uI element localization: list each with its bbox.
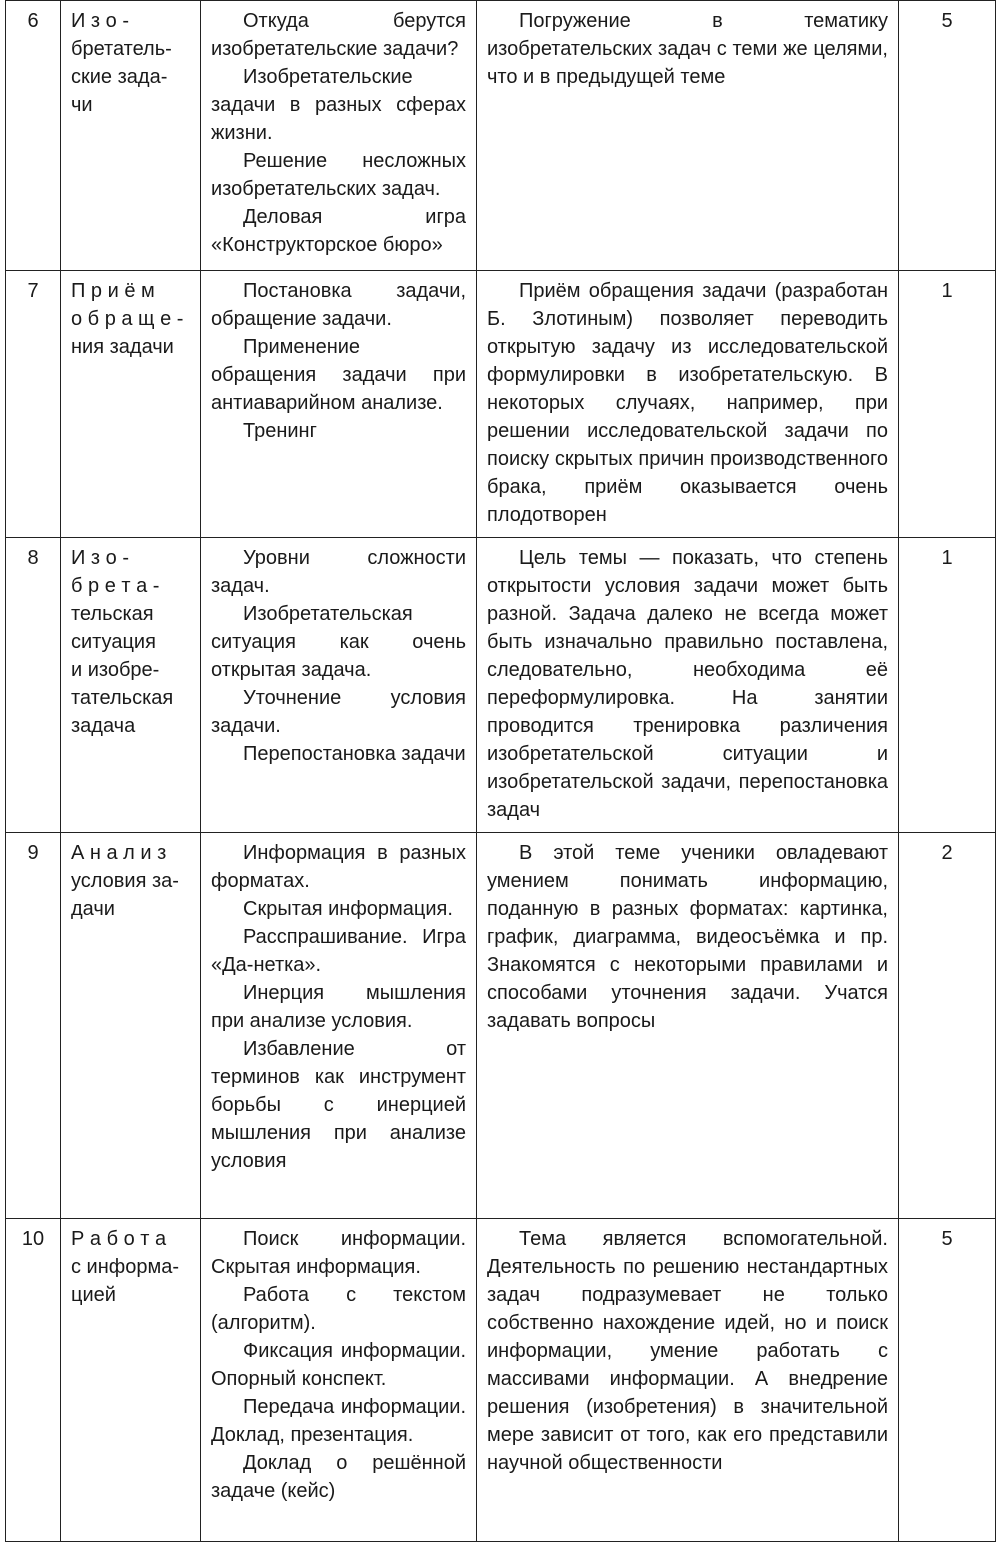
content-item: Скрытая информация. bbox=[243, 898, 453, 920]
table-row bbox=[6, 538, 996, 833]
content-item: Изобретательская ситуация как очень открытая задача. bbox=[211, 603, 466, 681]
topic-cell bbox=[61, 833, 201, 1219]
topic-line: Р а б о т а bbox=[71, 1228, 167, 1250]
content-item: Работа с текстом (алгоритм). bbox=[211, 1284, 466, 1334]
goal-text: Цель темы — показать, что степень открытости условия задачи может быть разной. Задача далеко не всегда может быть изначально правильно поставлена, следовательно, необходима её переформулировка. На занятии проводится тренировка различения изобретательской ситуации и изобретательской задачи, перепостановка задач bbox=[487, 547, 888, 821]
content-item: Доклад о решённой задаче (кейс) bbox=[211, 1452, 466, 1502]
topic-cell bbox=[61, 1, 201, 271]
goal-cell bbox=[477, 1219, 899, 1542]
goal-cell bbox=[477, 538, 899, 833]
lesson-number: 7 bbox=[6, 271, 61, 538]
goal-text: Приём обращения задачи (разработан Б. Злотиным) позволяет переводить открытую задачу из исследовательской формулировки в изобретательскую. В некоторых случаях, например, при решении исследовательской задачи по поиску скрытых причин производственного брака, приём оказывается очень плодотворен bbox=[487, 280, 888, 526]
topic-line: тельская bbox=[71, 603, 154, 625]
topic-line: П р и ё м bbox=[71, 280, 155, 302]
topic-line: о б р а щ е - bbox=[71, 308, 184, 330]
content-item: Изобретательские задачи в разных сферах жизни. bbox=[211, 66, 466, 144]
content-item: Применение обращения задачи при антиаварийном анализе. bbox=[211, 336, 466, 414]
goal-text: Тема является вспомогательной. Деятельность по решению нестандартных задач подразумевает не только собственно нахождение идей, но и поиск информации, умение работать с массивами информации. А внедрение решения (изобретения) в значительной мере зависит от того, как его представили научной общественности bbox=[487, 1228, 888, 1474]
goal-cell bbox=[477, 1, 899, 271]
content-item: Тренинг bbox=[243, 420, 317, 442]
table-body bbox=[6, 1, 996, 1542]
topic-line: чи bbox=[71, 94, 93, 116]
content-item: Передача информации. Доклад, презентация. bbox=[211, 1396, 466, 1446]
lesson-number: 9 bbox=[6, 833, 61, 1219]
content-cell bbox=[201, 1219, 477, 1542]
topic-cell bbox=[61, 271, 201, 538]
lesson-number: 6 bbox=[6, 1, 61, 271]
content-item: Уточнение условия задачи. bbox=[211, 687, 466, 737]
lesson-number: 10 bbox=[6, 1219, 61, 1542]
hours-cell: 5 bbox=[899, 1219, 996, 1542]
table-row bbox=[6, 833, 996, 1219]
topic-line: И з о - bbox=[71, 547, 129, 569]
topic-line: с информа- bbox=[71, 1256, 180, 1278]
content-cell bbox=[201, 271, 477, 538]
topic-line: и изобре- bbox=[71, 659, 160, 681]
table-row bbox=[6, 1219, 996, 1542]
topic-line: цией bbox=[71, 1284, 116, 1306]
content-item: Фиксация информации. Опорный конспект. bbox=[211, 1340, 466, 1390]
content-item: Решение несложных изобретательских задач. bbox=[211, 150, 466, 200]
content-item: Поиск информации. Скрытая информация. bbox=[211, 1228, 466, 1278]
content-item: Расспрашивание. Игра «Да-нетка». bbox=[211, 926, 466, 976]
topic-line: ские зада- bbox=[71, 66, 168, 88]
topic-line: тательская bbox=[71, 687, 174, 709]
topic-line: А н а л и з bbox=[71, 842, 167, 864]
topic-cell bbox=[61, 538, 201, 833]
content-cell bbox=[201, 833, 477, 1219]
content-item: Постановка задачи, обращение задачи. bbox=[211, 280, 466, 330]
content-item: Информация в разных форматах. bbox=[211, 842, 466, 892]
content-item: Откуда берутся изобретательские задачи? bbox=[211, 10, 466, 60]
hours-cell: 5 bbox=[899, 1, 996, 271]
topic-cell bbox=[61, 1219, 201, 1542]
goal-cell bbox=[477, 833, 899, 1219]
goal-text: В этой теме ученики овладевают умением понимать информацию, поданную в разных форматах: картинка, график, диаграмма, видеосъёмка и пр. Знакомятся с некоторыми правилами и способами уточнения задачи. Учатся задавать вопросы bbox=[487, 842, 888, 1032]
goal-text: Погружение в тематику изобретательских задач с теми же целями, что и в предыдущей теме bbox=[487, 10, 888, 88]
content-cell bbox=[201, 1, 477, 271]
hours-cell: 1 bbox=[899, 538, 996, 833]
topic-line: ния задачи bbox=[71, 336, 174, 358]
table-row bbox=[6, 271, 996, 538]
hours-cell: 2 bbox=[899, 833, 996, 1219]
content-item: Перепостановка задачи bbox=[243, 743, 466, 765]
topic-line: ситуация bbox=[71, 631, 156, 653]
content-item: Уровни сложности задач. bbox=[211, 547, 466, 597]
content-cell bbox=[201, 538, 477, 833]
table-row bbox=[6, 1, 996, 271]
topic-line: задача bbox=[71, 715, 136, 737]
lesson-number: 8 bbox=[6, 538, 61, 833]
content-item: Инерция мышления при анализе условия. bbox=[211, 982, 466, 1032]
topic-line: условия за- bbox=[71, 870, 179, 892]
curriculum-table bbox=[5, 0, 996, 1542]
topic-line: дачи bbox=[71, 898, 115, 920]
topic-line: б р е т а - bbox=[71, 575, 160, 597]
goal-cell bbox=[477, 271, 899, 538]
content-item: Деловая игра «Конструкторское бюро» bbox=[211, 206, 466, 256]
hours-cell: 1 bbox=[899, 271, 996, 538]
topic-line: И з о - bbox=[71, 10, 129, 32]
topic-line: бретатель- bbox=[71, 38, 172, 60]
content-item: Избавление от терминов как инструмент борьбы с инерцией мышления при анализе условия bbox=[211, 1038, 466, 1172]
